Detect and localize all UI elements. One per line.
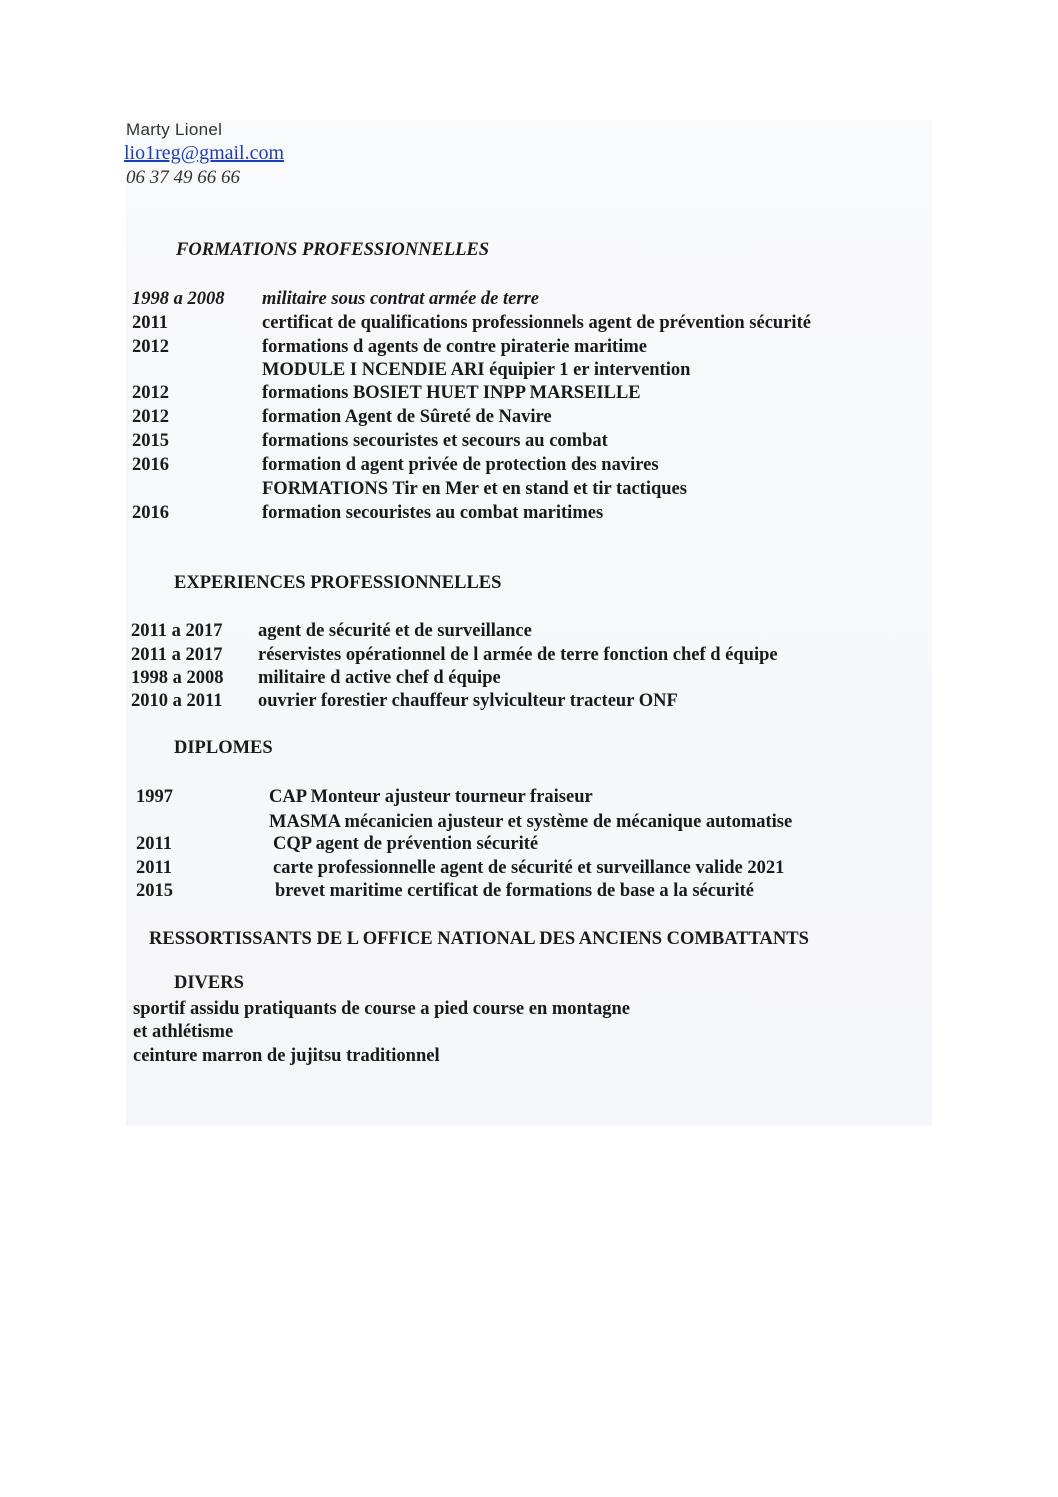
diplome-date: 2011 (136, 834, 172, 854)
diplome-text: carte professionnelle agent de sécurité et surveillance valide 2021 (273, 858, 785, 878)
divers-heading: DIVERS (174, 973, 244, 993)
experience-date: 2010 a 2011 (131, 691, 223, 711)
diplome-text: brevet maritime certificat de formations de base a la sécurité (275, 881, 754, 901)
experience-text: réservistes opérationnel de l armée de terre fonction chef d équipe (258, 645, 778, 665)
formation-date: 2012 (132, 407, 169, 427)
experience-date: 2011 a 2017 (131, 645, 223, 665)
experiences-heading: EXPERIENCES PROFESSIONNELLES (174, 573, 502, 593)
experience-text: militaire d active chef d équipe (258, 668, 501, 688)
formation-date: 2011 (132, 313, 168, 333)
formation-date: 2012 (132, 337, 169, 357)
formation-text: formation d agent privée de protection des navires (262, 455, 659, 475)
formation-text: certificat de qualifications professionnels agent de prévention sécurité (262, 313, 811, 333)
experience-date: 1998 a 2008 (131, 668, 224, 688)
diplome-text: MASMA mécanicien ajusteur et système de mécanique automatise (269, 812, 793, 832)
formation-date: 2016 (132, 455, 169, 475)
diplome-date: 1997 (136, 787, 173, 807)
diplome-date: 2015 (136, 881, 173, 901)
formation-date: 2015 (132, 431, 169, 451)
formation-text: formations BOSIET HUET INPP MARSEILLE (262, 383, 641, 403)
contact-phone: 06 37 49 66 66 (126, 167, 240, 188)
formation-text: militaire sous contrat armée de terre (262, 289, 539, 309)
formation-text: formation Agent de Sûreté de Navire (262, 407, 552, 427)
divers-line: sportif assidu pratiquants de course a pied course en montagne (133, 999, 630, 1019)
formation-text: MODULE I NCENDIE ARI équipier 1 er intervention (262, 360, 691, 380)
formation-text: formation secouristes au combat maritimes (262, 503, 604, 523)
experience-text: ouvrier forestier chauffeur sylviculteur tracteur ONF (258, 691, 678, 711)
diplome-date: 2011 (136, 858, 172, 878)
divers-line: et athlétisme (133, 1022, 234, 1042)
experience-date: 2011 a 2017 (131, 621, 223, 641)
formation-date: 2016 (132, 503, 169, 523)
formation-text: formations d agents de contre piraterie maritime (262, 337, 647, 357)
formation-date: 1998 a 2008 (132, 289, 225, 309)
experience-text: agent de sécurité et de surveillance (258, 621, 532, 641)
contact-email-link[interactable]: lio1reg@gmail.com (124, 142, 285, 164)
diplomes-heading: DIPLOMES (174, 738, 273, 758)
formation-text: formations secouristes et secours au combat (262, 431, 608, 451)
diplome-text: CQP agent de prévention sécurité (273, 834, 539, 854)
diplome-text: CAP Monteur ajusteur tourneur fraiseur (269, 787, 593, 807)
formations-heading: FORMATIONS PROFESSIONNELLES (176, 240, 490, 260)
ressortissants-heading: RESSORTISSANTS DE L OFFICE NATIONAL DES ANCIENS COMBATTANTS (149, 929, 809, 949)
contact-name: Marty Lionel (126, 120, 223, 139)
formation-date: 2012 (132, 383, 169, 403)
divers-line: ceinture marron de jujitsu traditionnel (133, 1046, 440, 1066)
formation-text: FORMATIONS Tir en Mer et en stand et tir tactiques (262, 479, 687, 499)
